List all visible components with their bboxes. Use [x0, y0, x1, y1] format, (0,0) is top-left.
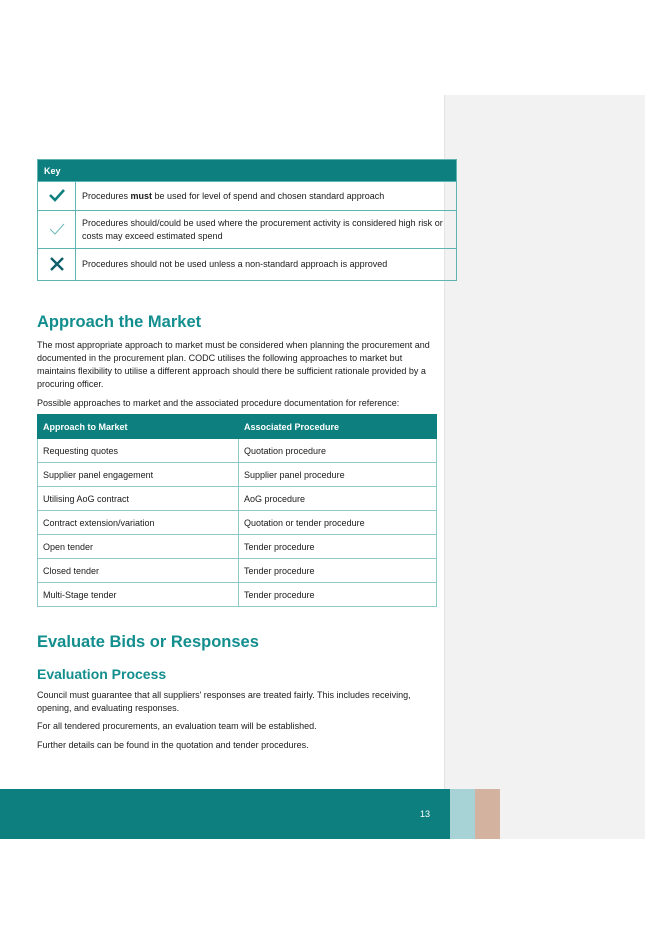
procedure-cell: Tender procedure [239, 559, 437, 583]
table-row [38, 511, 437, 535]
key-row [38, 249, 457, 281]
footer-accent-tan [475, 789, 500, 839]
procedure-cell: Supplier panel procedure [239, 463, 437, 487]
evaluate-paragraph-1: Council must guarantee that all suppliers' responses are treated fairly. This includes receiving, opening, and evaluating responses. [37, 690, 411, 713]
approach-cell: Utilising AoG contract [38, 487, 239, 511]
procedure-cell: Quotation procedure [239, 439, 437, 463]
key-text: Procedures should not be used unless a non-standard approach is approved [76, 249, 457, 281]
approach-cell: Multi-Stage tender [38, 583, 239, 607]
approach-intro: Possible approaches to market and the associated procedure documentation for reference: [37, 398, 400, 408]
approach-cell: Requesting quotes [38, 439, 239, 463]
footer-bar [0, 789, 450, 839]
approach-paragraph: The most appropriate approach to market must be considered when planning the procurement and documented in the procurement plan. CODC utilises the following approaches to market but maintains flexibility to utilise a different approach should there be sufficient rationale provided by a procuring officer. [37, 340, 430, 389]
key-text: Procedures should/could be used where the procurement activity is considered high risk or costs may exceed estimated spend [76, 211, 457, 249]
evaluate-heading: Evaluate Bids or Responses [37, 633, 259, 651]
footer-accent-light [450, 789, 475, 839]
approach-cell: Closed tender [38, 559, 239, 583]
evaluate-paragraph-3: Further details can be found in the quotation and tender procedures. [37, 740, 309, 750]
table-row [38, 559, 437, 583]
column-header: Approach to Market [38, 415, 239, 439]
key-text-post: be used for level of spend and chosen standard approach [152, 190, 385, 201]
table-row [38, 583, 437, 607]
tick-icon [38, 182, 76, 211]
approach-heading: Approach the Market [37, 313, 202, 331]
table-row [38, 535, 437, 559]
approach-table [37, 414, 437, 607]
light-tick-icon [38, 211, 76, 249]
column-header: Associated Procedure [239, 415, 437, 439]
table-row [38, 439, 437, 463]
comment-pane [444, 95, 645, 839]
approach-cell: Contract extension/variation [38, 511, 239, 535]
key-header: Key [38, 160, 457, 182]
key-row [38, 211, 457, 249]
evaluation-process-heading: Evaluation Process [37, 666, 167, 682]
procedure-cell: Tender procedure [239, 535, 437, 559]
approach-cell: Supplier panel engagement [38, 463, 239, 487]
procedure-cell: AoG procedure [239, 487, 437, 511]
procedure-cell: Quotation or tender procedure [239, 511, 437, 535]
key-text-bold: must [130, 190, 153, 201]
page-number: 13 [420, 809, 431, 819]
key-text-pre: Procedures [82, 190, 131, 201]
cross-icon [38, 249, 76, 281]
evaluate-paragraph-2: For all tendered procurements, an evaluation team will be established. [37, 721, 317, 731]
table-row [38, 487, 437, 511]
approach-cell: Open tender [38, 535, 239, 559]
table-row [38, 463, 437, 487]
procedure-cell: Tender procedure [239, 583, 437, 607]
key-table [37, 159, 457, 281]
key-row [38, 182, 457, 211]
